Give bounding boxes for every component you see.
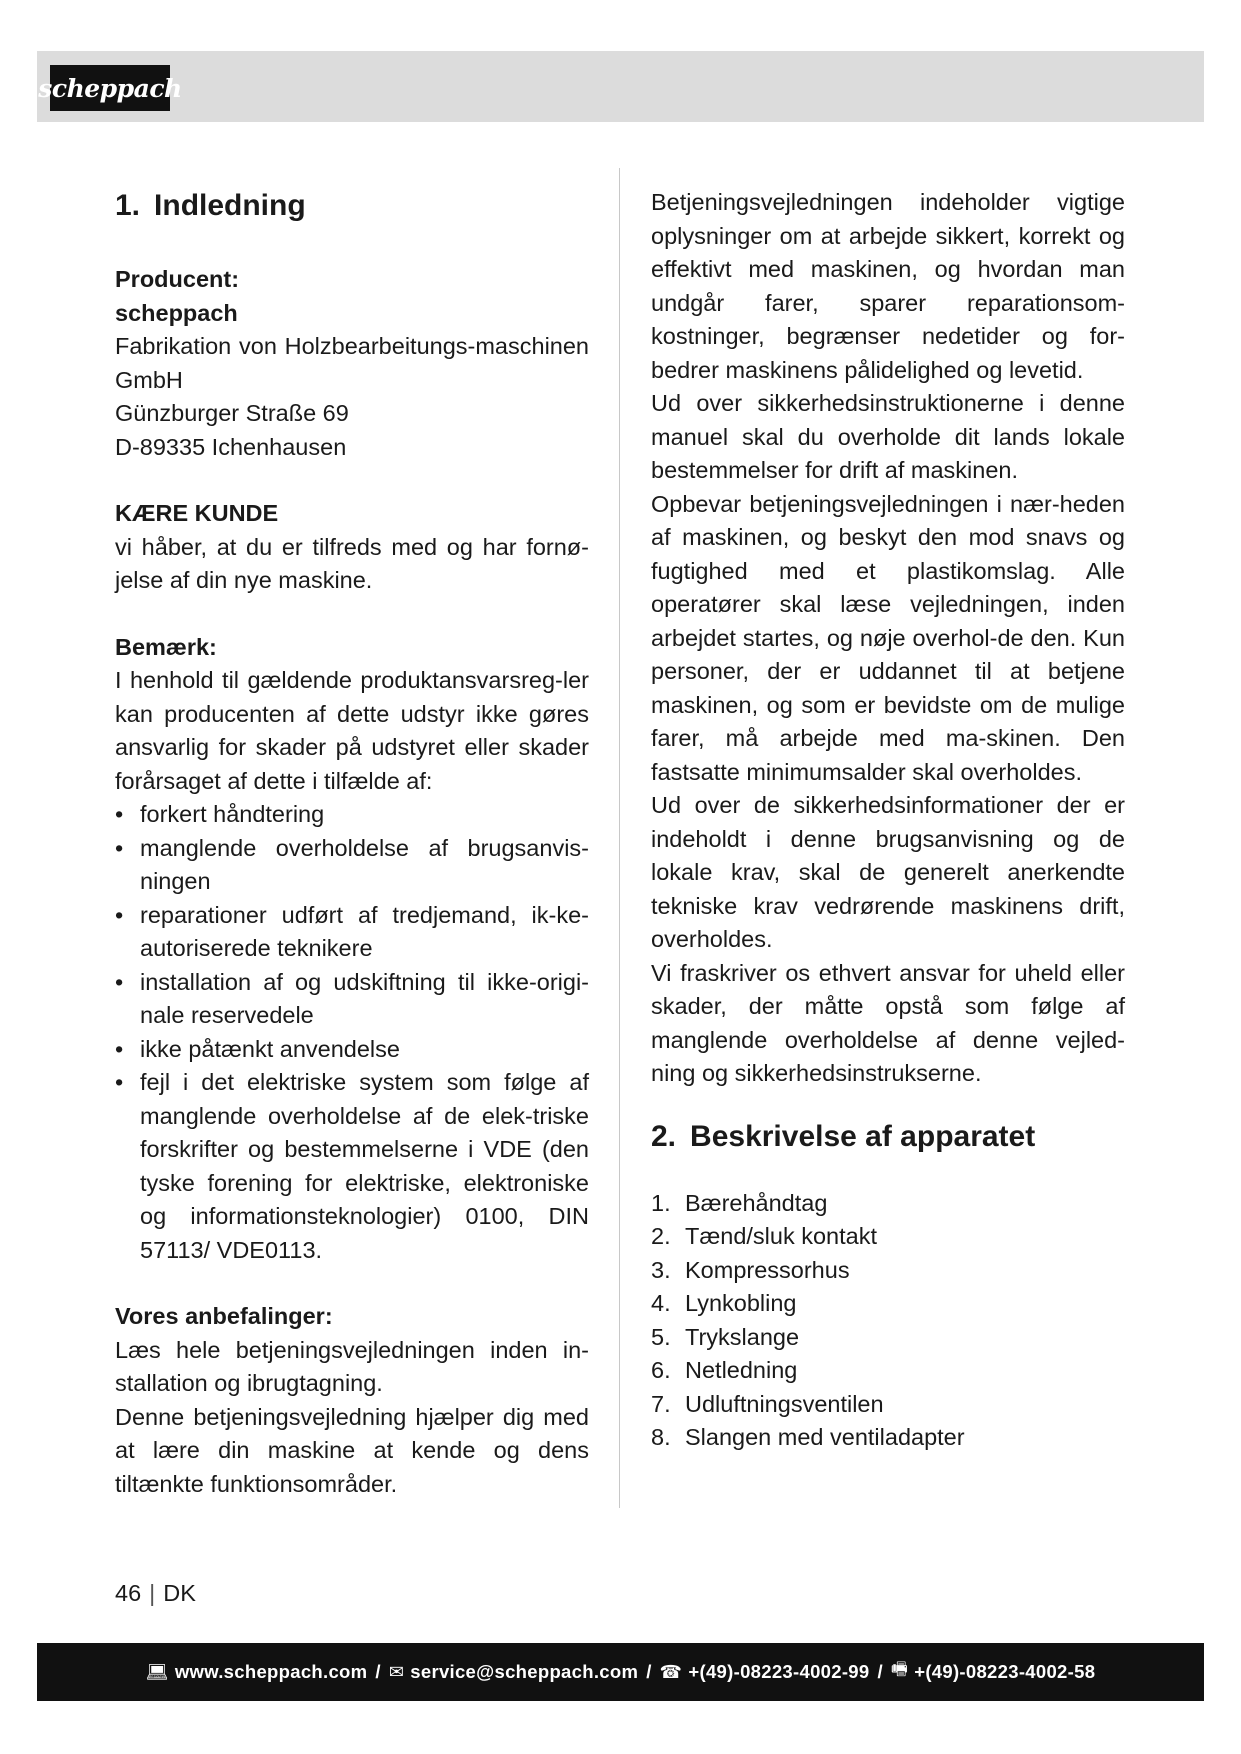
website-link[interactable]: www.scheppach.com	[174, 1661, 368, 1682]
column-divider	[619, 168, 620, 1508]
paragraph-local-rules: Ud over sikkerhedsinstruktionerne i denne manuel skal du overholde dit lands lokale bestemmelser for drift af maskinen.	[651, 390, 1125, 483]
list-item: 5. Trykslange	[651, 1323, 800, 1350]
greeting-text: vi håber, at du er tilfreds med og har fornø-jelse af din nye maskine.	[115, 533, 589, 593]
list-item: 4. Lynkobling	[651, 1290, 797, 1316]
list-item: 6. Netledning	[651, 1357, 798, 1383]
phone-number: +(49)-08223-4002-99	[688, 1661, 870, 1682]
parts-list	[651, 1187, 1125, 1455]
list-item: • ikke påtænkt anvendelse	[115, 1033, 589, 1067]
recommendations-text-2: Denne betjeningsvejledning hjælper dig med at lære din maskine at kende og dens tiltænkte funktionsområder.	[115, 1403, 589, 1497]
fax-icon: 🖷︎	[890, 1659, 909, 1679]
right-column	[651, 186, 1125, 1455]
note-label: Bemærk:	[115, 633, 217, 660]
page-number: 46 | DK	[115, 1580, 196, 1606]
producer-label: Producent:	[115, 266, 240, 292]
producer-city: D-89335 Ichenhausen	[115, 433, 347, 460]
email-icon: ✉︎	[388, 1661, 405, 1682]
header-band	[37, 51, 1204, 122]
producer-address: Fabrikation von Holzbearbeitungs-maschinen GmbH	[115, 333, 589, 393]
list-item: • reparationer udført af tredjemand, ik-ke-autoriserede teknikere	[115, 899, 589, 966]
email-link[interactable]: service@scheppach.com	[410, 1661, 639, 1682]
contact-footer: 💻︎ www.scheppach.com / ✉︎ service@scheppach.com / ☎︎ +(49)-08223-4002-99 / 🖷︎ +(49)-08223-4002-58	[37, 1643, 1204, 1701]
left-column	[115, 186, 589, 1501]
paragraph-technical-rules: Ud over de sikkerhedsinformationer der er indeholdt i denne brugsanvisning og de lokale krav, skal de generelt anerkendte tekniske krav vedrørende maskinens drift, overholdes.	[651, 792, 1125, 952]
phone-icon: ☎︎	[659, 1661, 683, 1682]
list-item: 2. Tænd/sluk kontakt	[651, 1223, 878, 1249]
fax-number: +(49)-08223-4002-58	[914, 1661, 1096, 1682]
list-item: 3. Kompressorhus	[651, 1256, 850, 1283]
recommendations-label: Vores anbefalinger:	[115, 1303, 333, 1329]
liability-list	[115, 798, 589, 1267]
section-heading-description: 2. Beskrivelse af apparatet	[651, 1119, 1036, 1153]
paragraph-manual-info: Betjeningsvejledningen indeholder vigtige oplysninger om at arbejde sikkert, korrekt og effektivt med maskinen, og hvordan man undgår farer, sparer reparationsom-kostninger, begrænser nedetider og for-bedrer maskinens pålidelighed og levetid.	[651, 189, 1125, 383]
list-item: • manglende overholdelse af brugsanvis-ningen	[115, 832, 589, 899]
computer-icon: 💻︎	[145, 1661, 169, 1682]
note-text: I henhold til gældende produktansvarsreg-ler kan producenten af dette udstyr ikke gøres ansvarlig for skader på udstyret eller skader forårsaget af dette i tilfælde af:	[115, 667, 589, 794]
greeting-label: KÆRE KUNDE	[115, 500, 279, 526]
paragraph-disclaimer: Vi fraskriver os ethvert ansvar for uheld eller skader, der måtte opstå som følge af manglende overholdelse af denne vejled-ning og sikkerhedsinstrukserne.	[651, 959, 1125, 1086]
list-item: 1. Bærehåndtag	[651, 1189, 828, 1216]
recommendations-text: Læs hele betjeningsvejledningen inden in-stallation og ibrugtagning.	[115, 1336, 589, 1396]
list-item: 8. Slangen med ventiladapter	[651, 1424, 965, 1450]
list-item: • installation af og udskiftning til ikke-origi-nale reservedele	[115, 966, 589, 1033]
list-item: • forkert håndtering	[115, 798, 589, 832]
paragraph-storage: Opbevar betjeningsvejledningen i nær-heden af maskinen, og beskyt den mod snavs og fugtighed med et plastikomslag. Alle operatører skal læse vejledningen, inden arbejdet startes, og nøje overhol-de den. Kun personer, der er uddannet til at betjene maskinen, og som er bevidste om de mulige farer, må arbejde med ma-skinen. Den fastsatte minimumsalder skal overholdes.	[651, 490, 1125, 785]
brand-logo: scheppach	[50, 65, 170, 111]
producer-name: scheppach	[115, 299, 238, 326]
producer-street: Günzburger Straße 69	[115, 400, 349, 426]
list-item: 7. Udluftningsventilen	[651, 1390, 884, 1417]
list-item: • fejl i det elektriske system som følge af manglende overholdelse af de elek-triske forskrifter og bestemmelserne i VDE (den tyske forening for elektriske, elektroniske og informationsteknologier) 0100, DIN 57113/ VDE0113.	[115, 1066, 589, 1267]
section-heading-introduction: 1. Indledning	[115, 189, 306, 222]
